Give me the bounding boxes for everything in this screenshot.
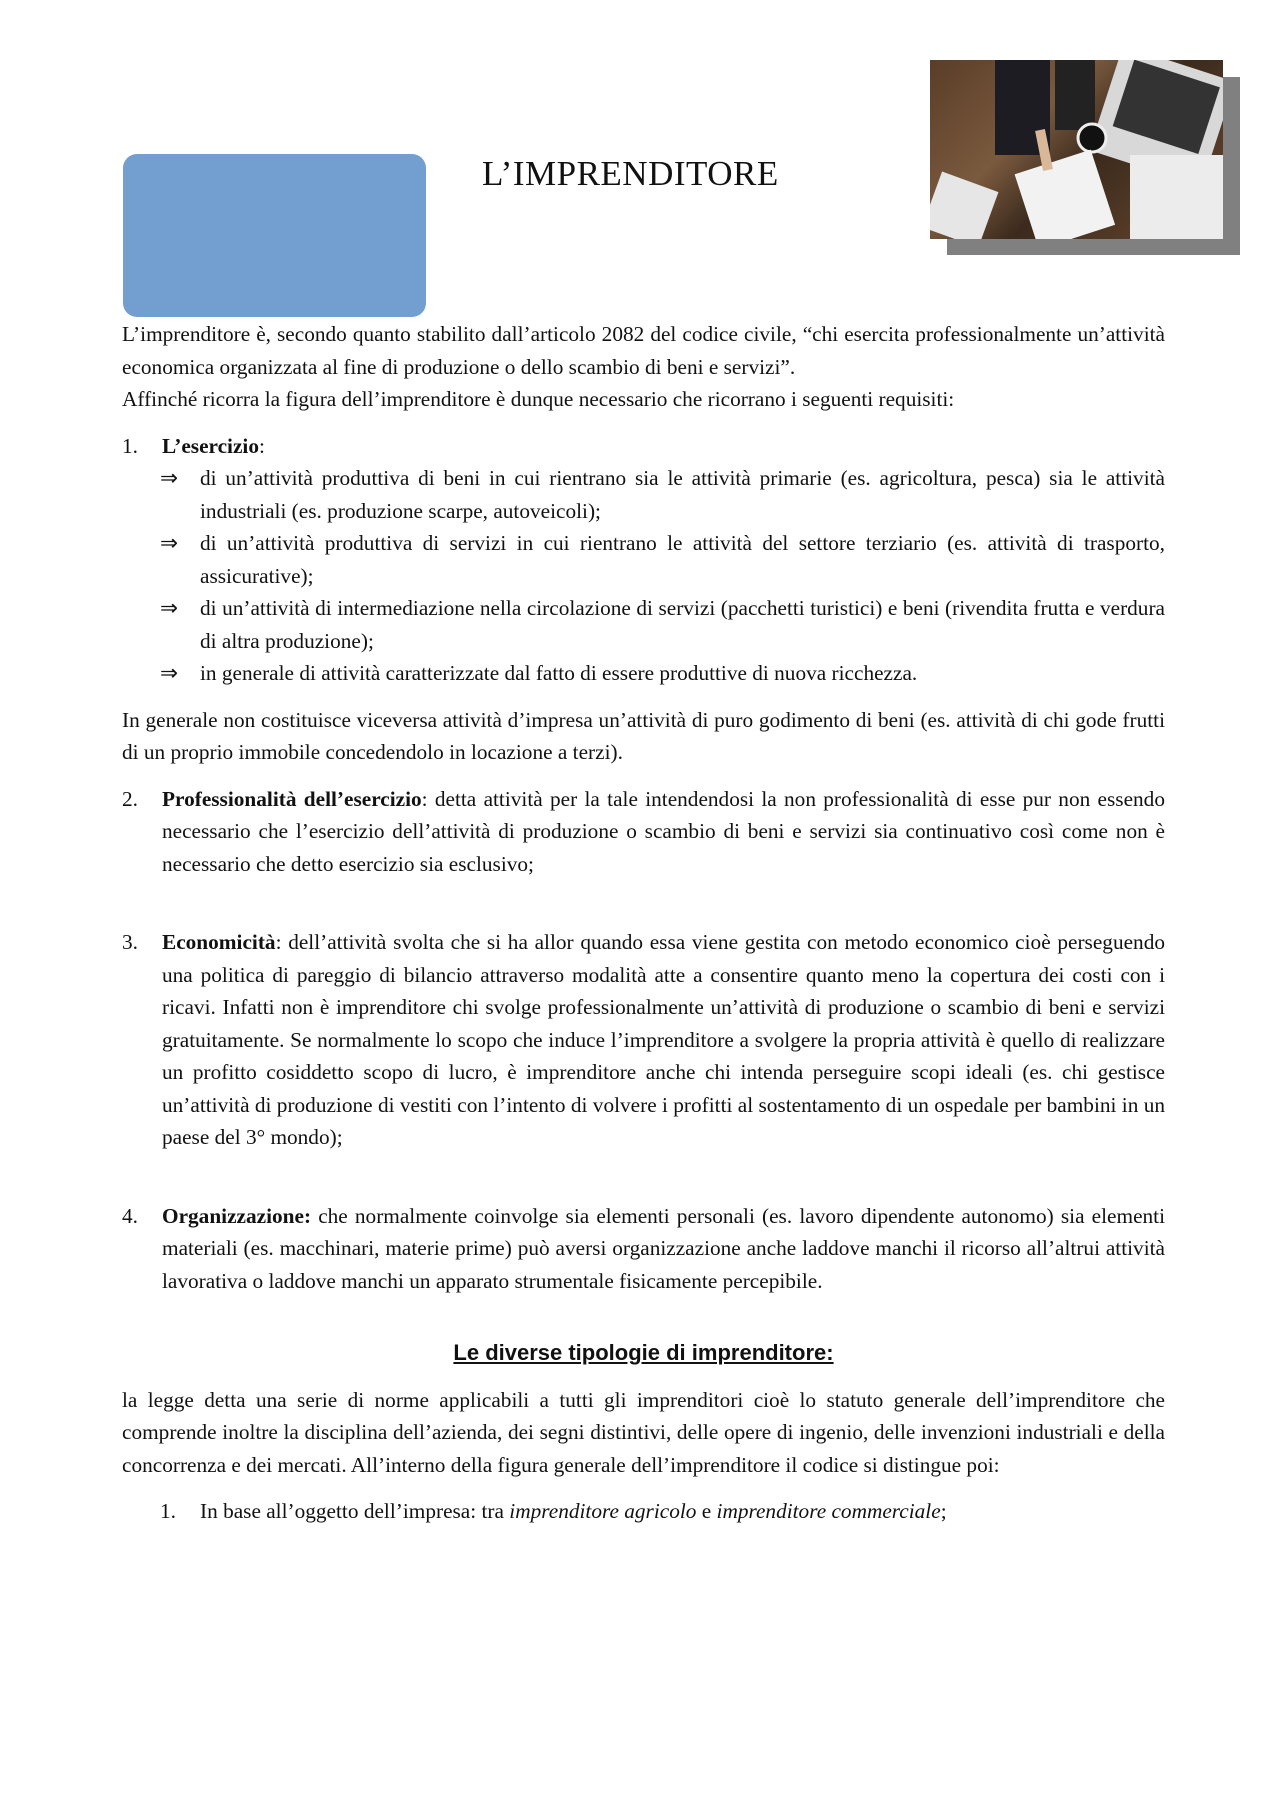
arrow-icon: ⇒: [160, 596, 178, 620]
bullet-item: [160, 462, 1165, 527]
list-number: 2.: [122, 786, 138, 811]
requirement-label: Organizzazione:: [162, 1203, 312, 1228]
bullet-text: di un’attività produttiva di servizi in cui rientrano le attività del settore terziario (es. attività di trasporto, assicurative);: [200, 531, 1165, 588]
note-paragraph: In generale non costituisce viceversa attività d’impresa un’attività di puro godimento di beni (es. attività di chi gode frutti di un proprio immobile concedendolo in locazione a terzi).: [122, 707, 1165, 764]
page-title: L’IMPRENDITORE: [482, 154, 779, 193]
type-text: e: [696, 1499, 717, 1523]
photo-illustration: [930, 60, 1223, 239]
bullet-text: di un’attività produttiva di beni in cui rientrano sia le attività primarie (es. agricoltura, pesca) sia le attività industriali (es. produzione scarpe, autoveicoli);: [200, 466, 1165, 523]
arrow-icon: ⇒: [160, 466, 178, 490]
blue-shape: [123, 154, 426, 317]
type-text: In base all’oggetto dell’impresa: tra: [200, 1499, 510, 1523]
list-number: 3.: [122, 930, 138, 954]
requirement-label: L’esercizio: [162, 433, 259, 458]
requirement-label: Professionalità dell’esercizio: [162, 786, 422, 811]
bullet-text: di un’attività di intermediazione nella circolazione di servizi (pacchetti turistici) e beni (rivendita frutta e verdura di altra produzione);: [200, 596, 1165, 653]
section-paragraph: la legge detta una serie di norme applicabili a tutti gli imprenditori cioè lo statuto generale dell’imprenditore che comprende inoltre la disciplina dell’azienda, dei segni distintivi, delle opere di ingenio, delle invenzioni industriali e della concorrenza e dei mercati. All’interno della figura generale dell’imprenditore il codice si distingue poi:: [122, 1387, 1165, 1477]
requirement-3: [122, 926, 1165, 1154]
type-item-1: [160, 1495, 1165, 1528]
requirement-text: : dell’attività svolta che si ha allor quando essa viene gestita con metodo economico cioè perseguendo una politica di pareggio di bilancio attraverso modalità atte a consentire quanto meno la copertura dei costi con i ricavi. Infatti non è imprenditore chi svolge professionalmente un’attività di produzione o scambio di beni e servizi gratuitamente. Se normalmente lo scopo che induce l’imprenditore a svolgere la propria attività è quello di realizzare un profitto cosiddetto scopo di lucro, è imprenditore anche chi intenda perseguire scopi ideali (es. chi gestisce un’attività di produzione di vestiti con l’intento di volvere i profitti al sostentamento di un ospedale per bambini in un paese del 3° mondo);: [162, 930, 1165, 1149]
intro-paragraph: L’imprenditore è, secondo quanto stabilito dall’articolo 2082 del codice civile, “chi esercita professionalmente un’attività economica organizzata al fine di produzione o dello scambio di beni e servizi”.: [122, 322, 1165, 379]
business-desk-photo: [930, 60, 1223, 239]
bullet-item: [160, 527, 1165, 592]
requirement-4: [122, 1200, 1165, 1298]
requirement-1: [122, 430, 1165, 463]
intro-requirements: Affinché ricorra la figura dell’imprenditore è dunque necessario che ricorrano i seguenti requisiti:: [122, 387, 955, 411]
type-text: ;: [940, 1499, 947, 1523]
requirement-label: Economicità: [162, 930, 276, 954]
list-number: 4.: [122, 1203, 138, 1228]
type-term: imprenditore agricolo: [509, 1499, 697, 1523]
type-term: imprenditore commerciale: [716, 1499, 941, 1523]
requirement-text: che normalmente coinvolge sia elementi personali (es. lavoro dipendente autonomo) sia elementi materiali (es. macchinari, materie prime) può aversi organizzazione anche laddove manchi il ricorso all’altrui attività lavorativa o laddove manchi un apparato strumentale fisicamente percepibile.: [162, 1203, 1165, 1293]
requirement-text: :: [259, 433, 265, 458]
document-body: [122, 318, 1165, 1528]
list-number: 1.: [160, 1499, 176, 1523]
bullet-item: [160, 592, 1165, 657]
list-number: 1.: [122, 433, 138, 458]
arrow-icon: ⇒: [160, 661, 178, 685]
requirement-2: [122, 783, 1165, 881]
arrow-icon: ⇒: [160, 531, 178, 555]
bullet-text: in generale di attività caratterizzate dal fatto di essere produttive di nuova ricchezza.: [200, 661, 918, 685]
section-heading: Le diverse tipologie di imprenditore:: [453, 1340, 834, 1365]
bullet-item: [160, 657, 1165, 690]
requirement-text: : detta attività per la tale intendendosi la non professionalità di esse pur non essendo necessario che l’esercizio dell’attività di produzione o scambio di beni e servizi sia continuativo così come non è necessario che detto esercizio sia esclusivo;: [162, 786, 1165, 876]
